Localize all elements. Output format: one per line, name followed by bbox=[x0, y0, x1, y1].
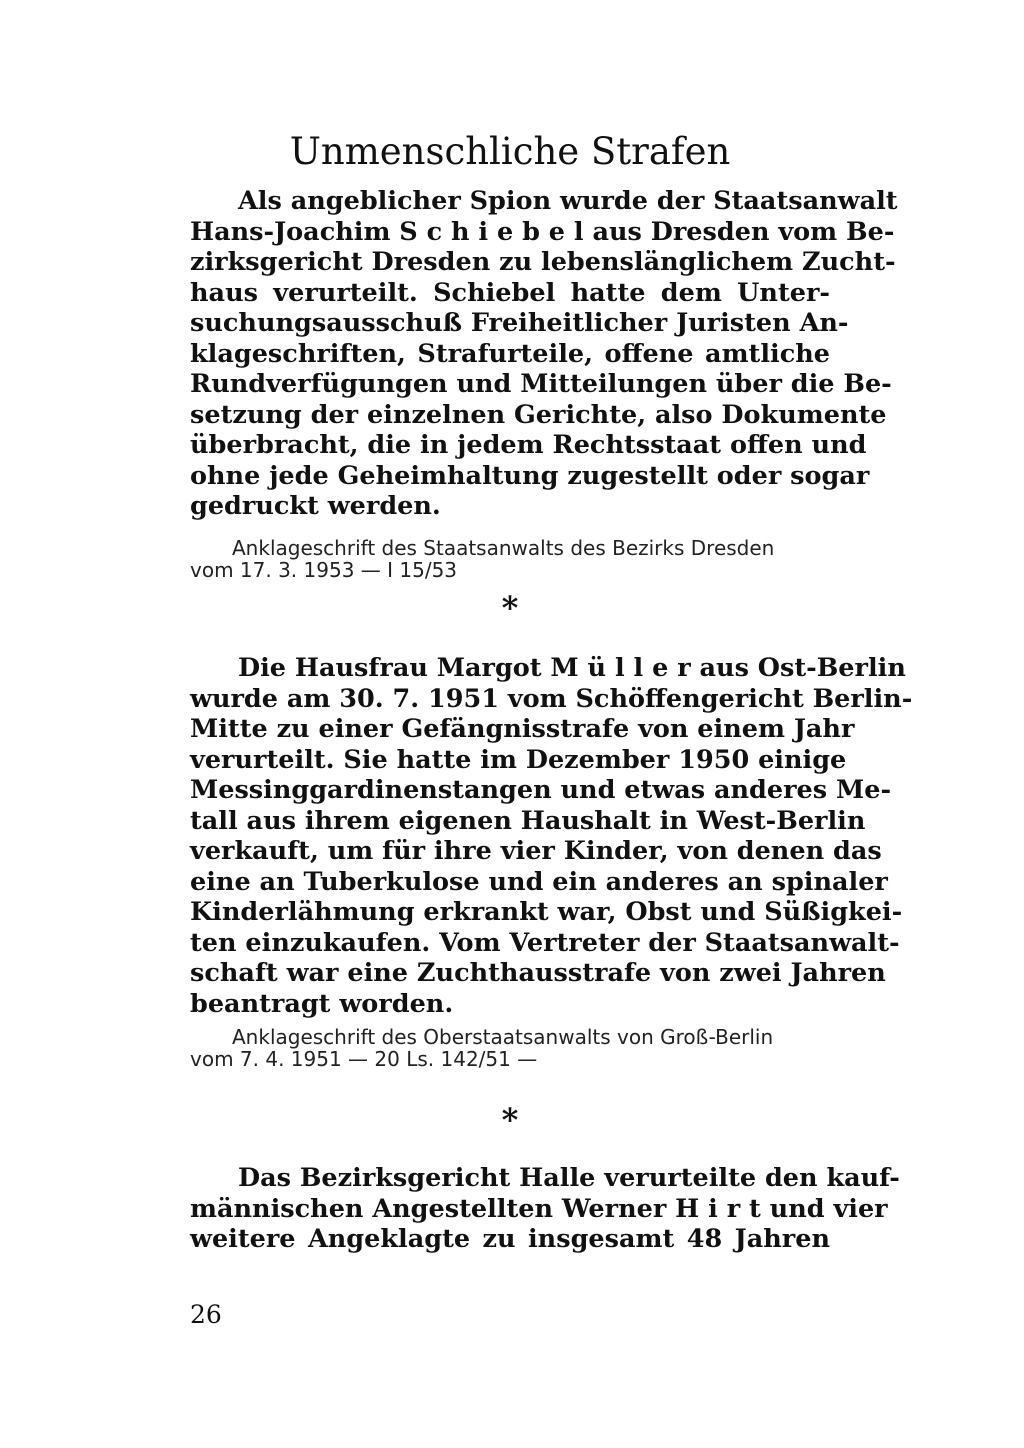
section-separator: * bbox=[501, 1101, 519, 1139]
text-line: klageschriften, Strafurteile, offene amtliche bbox=[190, 338, 830, 369]
text-line: Messinggardinenstangen und etwas anderes Me- bbox=[190, 775, 892, 805]
text-line: zirksgericht Dresden zu lebenslänglichem Zucht- bbox=[190, 247, 896, 277]
text-line: Die Hausfrau Margot M ü l l e r aus Ost-Berlin bbox=[238, 653, 906, 683]
text-line: weitere Angeklagte zu insgesamt 48 Jahren bbox=[190, 1224, 830, 1254]
text-line: verurteilt. Sie hatte im Dezember 1950 einige bbox=[190, 744, 847, 775]
text-line: verkauft, um für ihre vier Kinder, von denen das bbox=[190, 836, 882, 866]
text-line: tall aus ihrem eigenen Haushalt in West-Berlin bbox=[190, 805, 866, 836]
paragraph-schiebel bbox=[190, 186, 898, 522]
text-line: haus verurteilt. Schiebel hatte dem Unter- bbox=[190, 277, 830, 308]
text-line: Als angeblicher Spion wurde der Staatsanwalt bbox=[238, 186, 898, 216]
section-separator: * bbox=[501, 589, 519, 627]
text-line: Rundverfügungen und Mitteilungen über die Be- bbox=[190, 369, 892, 399]
page-title: Unmenschliche Strafen bbox=[289, 130, 731, 173]
text-line: eine an Tuberkulose und ein anderes an spinaler bbox=[190, 866, 888, 897]
citation-line: Anklageschrift des Staatsanwalts des Bezirks Dresden bbox=[232, 536, 775, 560]
page-number: 26 bbox=[190, 1300, 222, 1329]
text-line: Kinderlähmung erkrankt war, Obst und Süßigkei- bbox=[190, 897, 903, 927]
text-line: Hans-Joachim S c h i e b e l aus Dresden vom Be- bbox=[190, 216, 895, 247]
text-line: ten einzukaufen. Vom Vertreter der Staatsanwalt- bbox=[190, 927, 900, 958]
text-line: männischen Angestellten Werner H i r t und vier bbox=[190, 1193, 888, 1224]
paragraph-hirt bbox=[190, 1163, 900, 1255]
text-line: schaft war eine Zuchthausstrafe von zwei Jahren bbox=[190, 958, 886, 988]
text-line: wurde am 30. 7. 1951 vom Schöffengericht Berlin- bbox=[190, 683, 913, 714]
text-line: überbracht, die in jedem Rechtsstaat offen und bbox=[190, 430, 867, 460]
citation-line: vom 7. 4. 1951 — 20 Ls. 142/51 — bbox=[190, 1047, 538, 1071]
text-line: Das Bezirksgericht Halle verurteilte den kauf- bbox=[238, 1163, 900, 1193]
text-line: Mitte zu einer Gefängnisstrafe von einem Jahr bbox=[190, 714, 855, 744]
citation-mueller bbox=[190, 1026, 830, 1070]
text-line: suchungsausschuß Freiheitlicher Juristen An- bbox=[190, 308, 849, 338]
text-line: beantragt worden. bbox=[190, 988, 454, 1019]
citation-line: vom 17. 3. 1953 — I 15/53 bbox=[190, 558, 458, 582]
text-line: setzung der einzelnen Gerichte, also Dokumente bbox=[190, 399, 887, 430]
citation-schiebel bbox=[190, 537, 830, 581]
citation-line: Anklageschrift des Oberstaatsanwalts von Groß-Berlin bbox=[232, 1025, 774, 1049]
text-line: ohne jede Geheimhaltung zugestellt oder sogar bbox=[190, 460, 870, 491]
paragraph-mueller bbox=[190, 653, 913, 1019]
text-line: gedruckt werden. bbox=[190, 491, 441, 521]
